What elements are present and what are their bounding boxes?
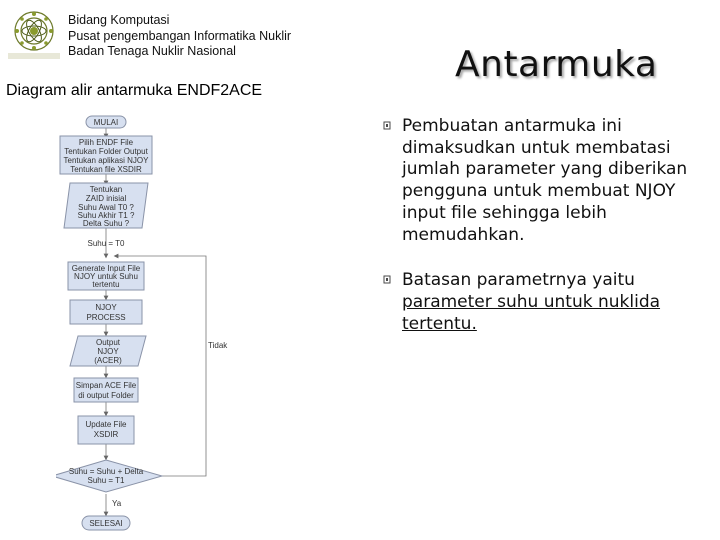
flow-label-yes [112,499,122,508]
slide-subtitle: Diagram alir antarmuka ENDF2ACE [6,82,263,99]
svg-text:(ACER): (ACER) [94,356,122,365]
flow-step-update-xsdir [78,416,134,444]
flow-decision-temperature [56,460,162,492]
svg-text:Delta Suhu ?: Delta Suhu ? [82,219,130,228]
svg-text:SELESAI: SELESAI [89,519,123,528]
svg-text:Generate Input File: Generate Input File [71,264,141,273]
svg-text:PROCESS: PROCESS [86,313,126,322]
svg-text:Tentukan: Tentukan [89,185,123,194]
svg-text:NJOY: NJOY [95,303,117,312]
flow-assign-temperature [88,239,126,248]
bullet-item-limits [382,270,712,335]
svg-text:Pilih ENDF File: Pilih ENDF File [78,138,134,147]
bullet-text-limits-plain: Batasan parametrnya yaitu [402,270,635,291]
batan-logo-icon [6,8,62,60]
bullet-text-purpose: Pembuatan antarmuka ini dimaksudkan untuk membatasi jumlah parameter yang diberikan pengguna untuk membuat NJOY input file sehingga lebih memudahkan. [402,116,688,245]
svg-text:ZAID inisial: ZAID inisial [85,194,127,203]
svg-text:Suhu = T0: Suhu = T0 [87,239,125,248]
flow-step-output [70,336,146,366]
org-line-agency: Badan Tenaga Nuklir Nasional [68,44,236,58]
organization-header [68,13,291,60]
svg-text:Tentukan file XSDIR: Tentukan file XSDIR [70,165,142,174]
svg-text:Tidak: Tidak [208,341,228,350]
svg-text:Suhu = T1: Suhu = T1 [87,476,125,485]
svg-text:Output: Output [95,338,121,347]
svg-text:Suhu Awal T0 ?: Suhu Awal T0 ? [78,203,134,212]
flow-label-no [208,341,228,350]
flow-step-generate-input [68,262,144,290]
slide-title: Antarmuka [455,44,658,85]
flow-step-save-ace [74,378,138,402]
svg-text:NJOY untuk Suhu: NJOY untuk Suhu [74,272,138,281]
bullet-list [382,116,712,359]
square-bullet-icon [382,120,392,132]
svg-text:Simpan ACE File: Simpan ACE File [75,381,137,390]
flow-step-njoy-process [70,300,142,324]
square-bullet-icon [382,274,392,286]
svg-text:Suhu = Suhu + Delta: Suhu = Suhu + Delta [68,467,144,476]
flowchart [56,112,246,540]
flow-step-input-files [60,136,152,174]
svg-text:XSDIR: XSDIR [93,430,119,439]
bullet-text-limits [402,270,712,335]
svg-text:Ya: Ya [112,499,122,508]
flow-end [82,516,130,530]
svg-text:tertentu: tertentu [92,280,120,289]
svg-text:MULAI: MULAI [93,118,119,127]
svg-text:NJOY: NJOY [97,347,119,356]
svg-text:Suhu Akhir T1 ?: Suhu Akhir T1 ? [77,211,135,220]
flow-step-parameters [64,183,148,228]
flow-start [86,116,126,128]
bullet-item-purpose [382,116,712,246]
svg-text:Tentukan Folder Output: Tentukan Folder Output [64,147,148,156]
bullet-text-limits-underlined: parameter suhu untuk nuklida tertentu. [402,291,661,334]
svg-text:Tentukan aplikasi NJOY: Tentukan aplikasi NJOY [63,156,149,165]
svg-text:Update File: Update File [85,420,127,429]
org-line-division: Bidang Komputasi [68,13,170,27]
svg-text:di output Folder: di output Folder [78,391,134,400]
org-line-center: Pusat pengembangan Informatika Nuklir [68,28,292,43]
